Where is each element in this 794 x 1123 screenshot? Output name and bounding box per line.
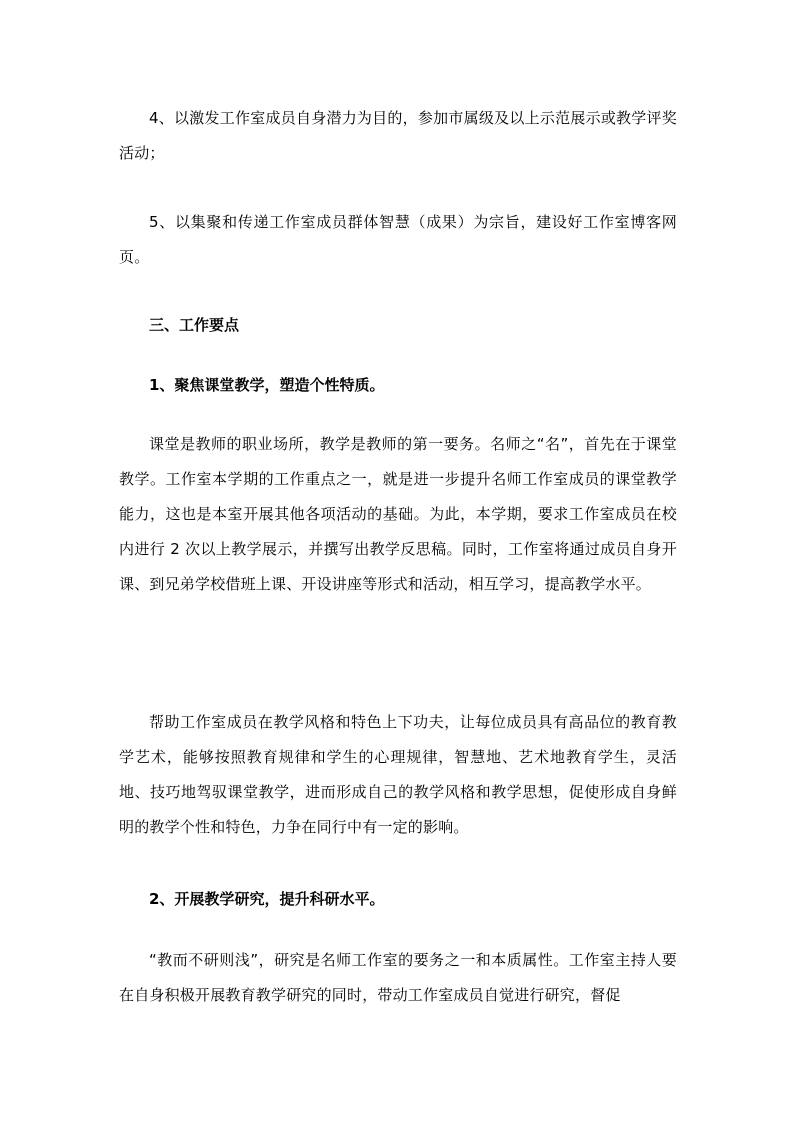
section-heading-work-points: 三、工作要点 [149,316,240,334]
paragraph-item-4: 4、以激发工作室成员自身潜力为目的，参加市属级及以上示范展示或教学评奖活动； [119,109,677,162]
paragraph-classroom-teaching: 课堂是教师的职业场所，教学是教师的第一要务。名师之“名”，首先在于课堂教学。工作室本学期的工作重点之一，就是进一步提升名师工作室成员的课堂教学能力，这也是本室开展其他各项活动的基础。为此，本学期，要求工作室成员在校内进行 2 次以上教学展示，并撰写出教学反思稿。同时，工作室将通过成员自身开课、到兄弟学校借班上课、开设讲座等形式和活动，相互学习，提高教学水平。 [119,435,677,593]
subheading-classroom-teaching: 1、聚焦课堂教学，塑造个性特质。 [149,376,385,394]
subheading-teaching-research: 2、开展教学研究，提升科研水平。 [149,890,385,908]
paragraph-item-5: 5、以集聚和传递工作室成员群体智慧（成果）为宗旨，建设好工作室博客网页。 [119,213,677,266]
paragraph-teaching-style: 帮助工作室成员在教学风格和特色上下功夫，让每位成员具有高品位的教育教学艺术，能够按照教育规律和学生的心理规律，智慧地、艺术地教育学生，灵活地、技巧地驾驭课堂教学，进而形成自己的教学风格和教学思想，促使形成自身鲜明的教学个性和特色，力争在同行中有一定的影响。 [119,713,677,836]
paragraph-teaching-research: “教而不研则浅”，研究是名师工作室的要务之一和本质属性。工作室主持人要在自身积极开展教育教学研究的同时，带动工作室成员自觉进行研究，督促 [119,951,677,1004]
